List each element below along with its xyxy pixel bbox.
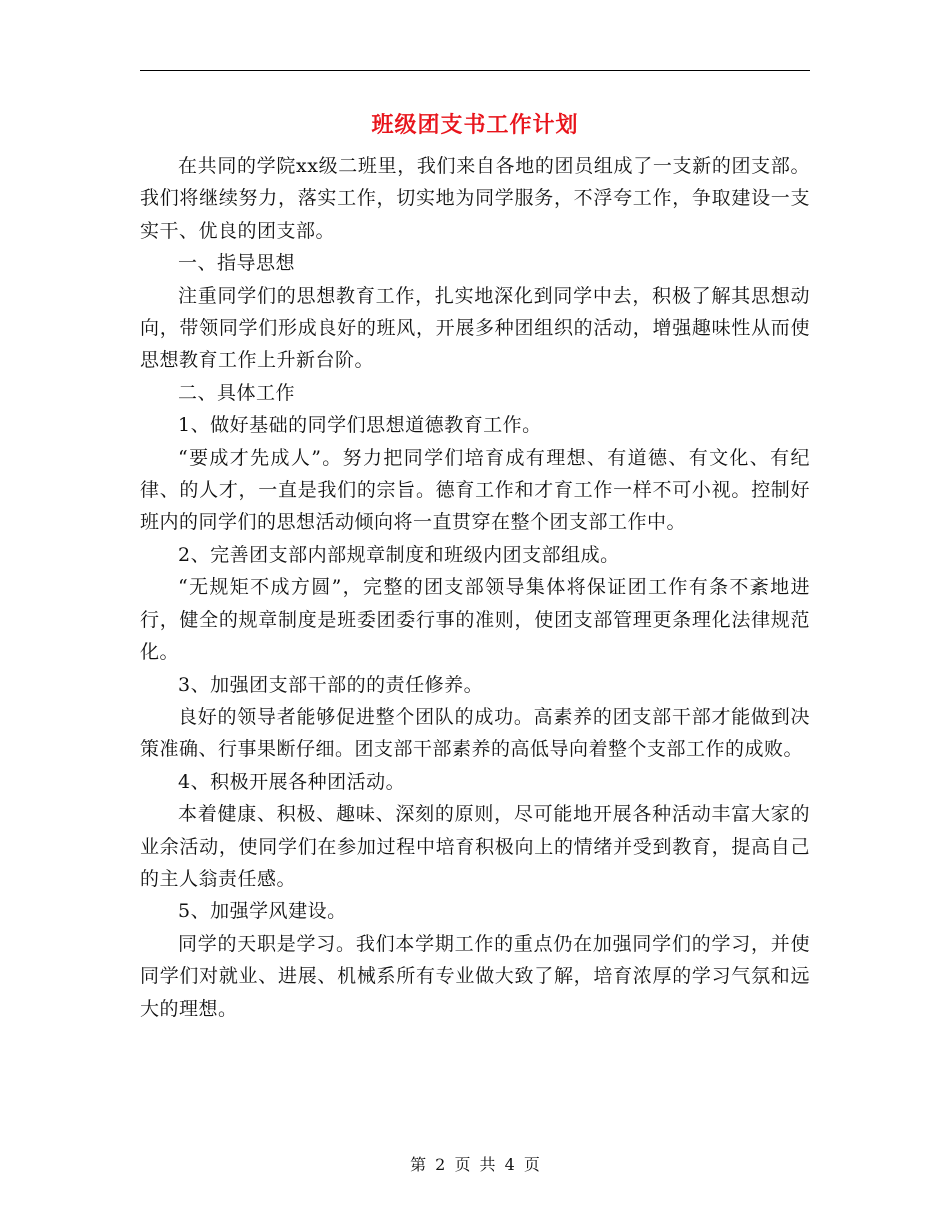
item-heading-2: 2、完善团支部内部规章制度和班级内团支部组成。	[178, 543, 620, 566]
guiding-thought-paragraph: 注重同学们的思想教育工作，扎实地深化到同学中去，积极了解其思想动向，带领同学们形成良好的班风，开展多种团组织的活动，增强趣味性从而使思想教育工作上升新台阶。	[140, 284, 810, 372]
section-heading-specific-work: 二、具体工作	[178, 381, 296, 404]
item-1-paragraph: “要成才先成人”。努力把同学们培育成有理想、有道德、有文化、有纪律、的人才，一直是我们的宗旨。德育工作和才育工作一样不可小视。控制好班内的同学们的思想活动倾向将一直贯穿在整个团支部工作中。	[140, 446, 810, 534]
page-number: 第 2 页 共 4 页	[410, 1155, 540, 1174]
document-title: 班级团支书工作计划	[371, 112, 579, 138]
intro-paragraph: 在共同的学院xx级二班里，我们来自各地的团员组成了一支新的团支部。我们将继续努力，落实工作，切实地为同学服务，不浮夸工作，争取建设一支实干、优良的团支部。	[140, 155, 810, 242]
item-heading-5: 5、加强学风建设。	[178, 900, 347, 923]
item-heading-1: 1、做好基础的同学们思想道德教育工作。	[178, 414, 542, 437]
item-heading-4: 4、积极开展各种团活动。	[178, 770, 406, 793]
item-2-paragraph: “无规矩不成方圆”，完整的团支部领导集体将保证团工作有条不紊地进行，健全的规章制度是班委团委行事的准则，使团支部管理更条理化法律规范化。	[140, 576, 810, 664]
item-4-paragraph: 本着健康、积极、趣味、深刻的原则，尽可能地开展各种活动丰富大家的业余活动，使同学们在参加过程中培育积极向上的情绪并受到教育，提高自己的主人翁责任感。	[140, 803, 810, 890]
item-5-paragraph: 同学的天职是学习。我们本学期工作的重点仍在加强同学们的学习，并使同学们对就业、进展、机械系所有专业做大致了解，培育浓厚的学习气氛和远大的理想。	[140, 932, 810, 1020]
section-heading-guiding-thought: 一、指导思想	[178, 252, 296, 275]
item-3-paragraph: 良好的领导者能够促进整个团队的成功。高素养的团支部干部才能做到决策准确、行事果断仔细。团支部干部素养的高低导向着整个支部工作的成败。	[140, 705, 810, 761]
header-rule	[140, 70, 810, 71]
document-body	[140, 150, 810, 1025]
item-heading-3: 3、加强团支部干部的的责任修养。	[178, 673, 484, 696]
